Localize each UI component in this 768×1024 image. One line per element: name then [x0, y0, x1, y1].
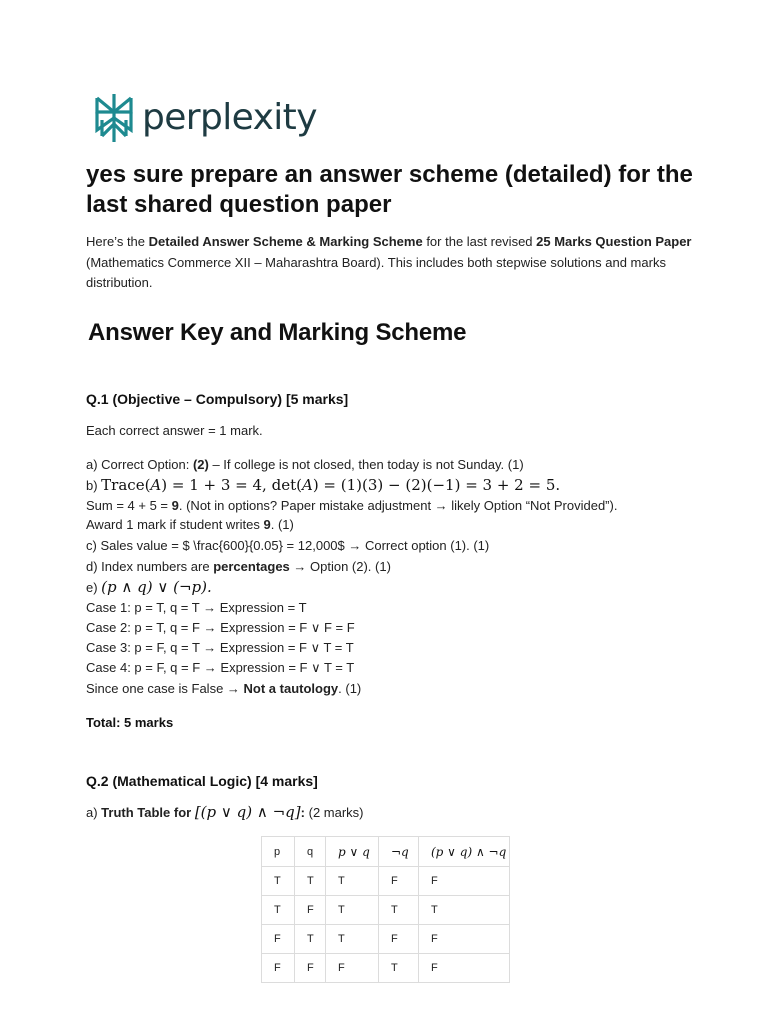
- query-title: yes sure prepare an answer scheme (detailed) for the last shared question paper: [86, 161, 693, 218]
- q1-a-suffix: – If college is not closed, then today is not Sunday. (1): [208, 457, 524, 472]
- q1-award-bold: 9: [263, 517, 271, 532]
- truth-table-header-cell: ¬q: [379, 837, 419, 867]
- table-cell: F: [326, 954, 379, 983]
- q1-since-bold: Not a tautology: [243, 681, 339, 696]
- table-cell: F: [295, 896, 326, 925]
- truth-table-header-cell: (p ∨ q) ∧ ¬q: [419, 837, 510, 867]
- q1-answer-e: [86, 577, 212, 598]
- perplexity-logo: [92, 92, 317, 144]
- truth-table: [261, 836, 510, 983]
- table-cell: T: [326, 925, 379, 954]
- table-cell: T: [295, 867, 326, 896]
- q1-b-math-part: ) = (1)(3) − (2)(−1) = 3 + 2 = 5.: [312, 476, 561, 494]
- q1-award-line: [86, 515, 294, 535]
- q1-since-suffix: . (1): [338, 681, 362, 696]
- q1-d-bold: percentages: [213, 559, 290, 574]
- intro-text-3: (Mathematics Commerce XII – Maharashtra Board). This includes both stepwise solutions and marks distribution.: [86, 254, 666, 290]
- q1-answer-c: c) Sales value = $ \frac{600}{0.05} = 12,000$ → Correct option (1). (1): [86, 538, 490, 553]
- q2-title: Q.2 (Mathematical Logic) [4 marks]: [86, 773, 318, 789]
- table-row: [262, 867, 510, 896]
- table-cell: F: [295, 954, 326, 983]
- q1-answer-a: [86, 455, 524, 475]
- table-cell: T: [262, 867, 295, 896]
- q1-case-2: Case 2: p = T, q = F → Expression = F ∨ F = F: [86, 620, 355, 635]
- q1-sum-prefix: Sum = 4 + 5 =: [86, 498, 172, 513]
- table-cell: F: [379, 925, 419, 954]
- q1-conclusion: [86, 679, 361, 699]
- truth-table-header-row: [262, 837, 510, 867]
- table-cell: F: [262, 954, 295, 983]
- q1-b-math: [101, 476, 560, 494]
- table-cell: F: [419, 954, 510, 983]
- q1-sum-bold: 9: [171, 498, 179, 513]
- q1-case-4: Case 4: p = F, q = F → Expression = F ∨ T = T: [86, 660, 355, 675]
- table-cell: F: [262, 925, 295, 954]
- q2-answer-a: [86, 802, 364, 823]
- table-row: [262, 954, 510, 983]
- table-cell: F: [379, 867, 419, 896]
- q1-total: Total: 5 marks: [86, 715, 174, 730]
- q2-a-label: a): [86, 805, 102, 820]
- table-cell: T: [326, 896, 379, 925]
- perplexity-wordmark: perplexity: [142, 97, 317, 138]
- q2-a-bold: Truth Table for: [101, 805, 195, 820]
- table-cell: T: [379, 896, 419, 925]
- q1-each-mark: Each correct answer = 1 mark.: [86, 423, 263, 438]
- q1-case-1: Case 1: p = T, q = T → Expression = T: [86, 600, 307, 615]
- intro-text-2: for the last revised: [422, 234, 537, 249]
- table-row: [262, 896, 510, 925]
- truth-table-header-cell: p ∨ q: [326, 837, 379, 867]
- intro-bold-2: 25 Marks Question Paper: [536, 234, 692, 249]
- q1-since-prefix: Since one case is False →: [86, 681, 244, 696]
- intro-bold-1: Detailed Answer Scheme & Marking Scheme: [148, 234, 423, 249]
- q1-b-math-var: A: [301, 476, 313, 494]
- q1-sum-line: [86, 496, 617, 516]
- table-cell: F: [419, 867, 510, 896]
- q1-award-prefix: Award 1 mark if student writes: [86, 517, 264, 532]
- q1-award-suffix: . (1): [270, 517, 294, 532]
- q1-e-math: (p ∧ q) ∨ (¬p).: [101, 578, 212, 596]
- q1-title: Q.1 (Objective – Compulsory) [5 marks]: [86, 391, 349, 407]
- table-cell: T: [295, 925, 326, 954]
- table-cell: T: [419, 896, 510, 925]
- table-cell: T: [326, 867, 379, 896]
- q1-d-suffix: → Option (2). (1): [289, 559, 391, 574]
- intro-text-1: Here’s the: [86, 234, 149, 249]
- perplexity-logo-icon: [92, 92, 136, 144]
- truth-table-header-cell: q: [295, 837, 326, 867]
- q1-a-bold: (2): [192, 457, 209, 472]
- q1-answer-b: [86, 475, 560, 496]
- q1-e-label: e): [86, 580, 102, 595]
- section-heading: Answer Key and Marking Scheme: [88, 319, 467, 346]
- table-cell: T: [379, 954, 419, 983]
- table-row: [262, 925, 510, 954]
- q1-b-label: b): [86, 478, 102, 493]
- table-cell: F: [419, 925, 510, 954]
- q2-a-colon: :: [300, 805, 305, 820]
- intro-paragraph: [86, 232, 696, 294]
- q1-answer-d: [86, 557, 391, 577]
- q1-d-prefix: d) Index numbers are: [86, 559, 214, 574]
- q1-sum-suffix: . (Not in options? Paper mistake adjustment → likely Option “Not Provided”).: [178, 498, 618, 513]
- table-cell: T: [262, 896, 295, 925]
- q2-a-marks: (2 marks): [305, 805, 364, 820]
- truth-table-header-cell: p: [262, 837, 295, 867]
- q1-b-math-var: A: [150, 476, 162, 494]
- q1-b-math-part: Trace(: [101, 476, 151, 494]
- q1-a-prefix: a) Correct Option:: [86, 457, 193, 472]
- q1-b-math-part: ) = 1 + 3 = 4, det(: [161, 476, 302, 494]
- q2-a-math: [(p ∨ q) ∧ ¬q]: [194, 803, 301, 821]
- q1-case-3: Case 3: p = F, q = T → Expression = F ∨ T = T: [86, 640, 354, 655]
